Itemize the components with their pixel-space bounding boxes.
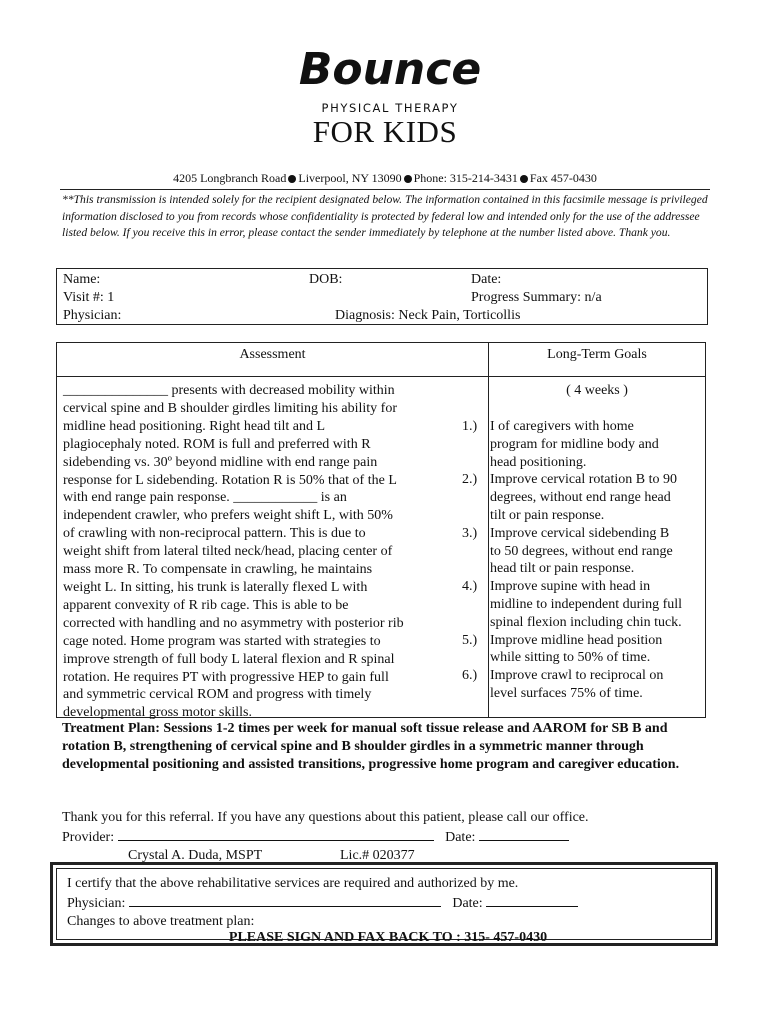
goals-duration: ( 4 weeks ) (566, 383, 628, 398)
logo-subtitle: PHYSICAL THERAPY (321, 101, 459, 115)
goal-text-line: Improve supine with head in (490, 579, 651, 595)
provider-license: Lic.# 020377 (340, 848, 415, 863)
goal-number: 6.) (462, 668, 478, 684)
provider-date-line[interactable] (479, 827, 569, 841)
physician-signature-line[interactable] (129, 893, 441, 907)
date-label: Date: (471, 272, 502, 287)
address-city: Liverpool, NY 13090 (298, 171, 402, 185)
goal-text-line: tilt or pain response. (490, 507, 605, 523)
assessment-line: plagiocephaly noted. ROM is full and preferred with R (63, 436, 371, 452)
assessment-line: corrected with handling and no asymmetry with posterior rib (63, 615, 404, 631)
provider-signature-line[interactable] (118, 827, 434, 841)
certification-text (67, 875, 578, 931)
goal-text-line: Improve crawl to reciprocal on (490, 668, 664, 684)
header-row-divider (57, 376, 705, 377)
clinic-address (0, 170, 770, 186)
assessment-line: weight L. In sitting, his trunk is laterally flexed L with (63, 579, 368, 595)
goal-item (462, 578, 708, 631)
assessment-line: weight shift from lateral tilted neck/head, placing center of (63, 544, 393, 560)
goal-text-line: Improve midline head position (490, 632, 663, 648)
assessment-line: improve strength of full body L lateral flexion and R spinal (63, 651, 395, 667)
assessment-line: rotation. He requires PT with progressive HEP to gain full (63, 669, 389, 685)
physician-signature-label: Physician: (67, 896, 126, 911)
goal-text-line: to 50 degrees, without end range (490, 543, 673, 559)
assessment-goals-table (56, 342, 706, 721)
provider-name: Crystal A. Duda, MSPT (128, 848, 263, 863)
physician-date-line[interactable] (486, 893, 578, 907)
diagnosis-label: Diagnosis: Neck Pain, Torticollis (335, 308, 521, 323)
header-divider (60, 189, 710, 190)
assessment-text (63, 382, 483, 722)
assessment-header: Assessment (239, 347, 306, 362)
visit-label: Visit #: 1 (63, 290, 115, 305)
thanks-text: Thank you for this referral. If you have any questions about this patient, please call our office. (62, 810, 589, 825)
assessment-line: midline head positioning. Right head tilt and L (63, 418, 326, 434)
goal-item (462, 632, 708, 668)
assessment-line: apparent convexity of R rib cage. This is able to be (63, 597, 349, 613)
assessment-line: cage noted. Home program was started with strategies to (63, 633, 381, 649)
physician-signature-row (67, 893, 578, 913)
confidentiality-disclaimer: **This transmission is intended solely for the recipient designated below. The information contained in this facsimile message is privileged information disclosed to you from records whose confidentiality is protected by federal low and intended only for the use of the addressee listed below. If you receive this in error, please contact the sender immediately by telephone at the number listed above. Thank you. (62, 193, 708, 239)
physician-label: Physician: (63, 308, 122, 323)
assessment-line: cervical spine and B shoulder girdles limiting his ability for (63, 400, 397, 416)
provider-date-label: Date: (445, 830, 476, 845)
logo-wordmark: Bounce (298, 44, 482, 95)
assessment-line: mass more R. To compensate in crawling, he maintains (63, 562, 373, 578)
assessment-line: with end range pain response. ____________ is an (63, 490, 347, 506)
assessment-line: and symmetric cervical ROM and progress with timely (63, 687, 372, 703)
assessment-line: response for L sidebending. Rotation R is 50% that of the L (63, 472, 397, 488)
goals-header: Long-Term Goals (547, 347, 647, 362)
assessment-line: independent crawler, who prefers weight shift L, with 50% (63, 508, 393, 524)
patient-info-box (56, 268, 708, 325)
fax-back-instruction: PLEASE SIGN AND FAX BACK TO : 315- 457-0430 (228, 930, 548, 945)
address-phone: Phone: 315-214-3431 (413, 171, 518, 185)
physician-date-label: Date: (452, 896, 483, 911)
goal-text-line: program for midline body and (490, 436, 659, 452)
physician-certification-box (50, 862, 718, 946)
goal-text-line: head tilt or pain response. (490, 561, 635, 577)
goal-text-line: I of caregivers with home (490, 419, 634, 434)
goal-item (462, 418, 708, 471)
goal-number: 2.) (462, 472, 478, 488)
provider-label: Provider: (62, 830, 115, 845)
goals-list (462, 418, 708, 703)
bullet-dot-icon (520, 175, 528, 183)
goal-number: 3.) (462, 525, 478, 541)
company-logo (290, 44, 490, 116)
goal-text-line: Improve cervical sidebending B (490, 525, 670, 541)
assessment-line: developmental gross motor skills. (63, 705, 252, 721)
page-title: FOR KIDS (312, 114, 458, 149)
address-fax: Fax 457-0430 (529, 171, 597, 185)
progress-summary-label: Progress Summary: n/a (471, 290, 602, 305)
goal-number: 4.) (462, 579, 478, 595)
assessment-line: sidebending vs. 30º beyond midline with end range pain (63, 454, 378, 470)
goal-text-line: while sitting to 50% of time. (490, 650, 651, 666)
name-label: Name: (63, 272, 101, 287)
dob-label: DOB: (309, 272, 343, 287)
goal-text-line: head positioning. (490, 454, 587, 470)
certification-statement: I certify that the above rehabilitative services are required and authorized by me. (67, 876, 519, 891)
goal-text-line: midline to independent during full (490, 596, 683, 612)
provider-signature-row (62, 827, 708, 847)
closing-section (62, 809, 708, 863)
assessment-line: of crawling with non-reciprocal pattern. This is due to (63, 526, 366, 542)
certification-inner-border (56, 868, 712, 945)
assessment-line: _______________ presents with decreased mobility within (63, 383, 395, 398)
goal-text-line: Improve cervical rotation B to 90 (490, 472, 677, 488)
changes-label: Changes to above treatment plan: (67, 914, 255, 929)
goal-item (462, 667, 708, 703)
goal-item (462, 525, 708, 578)
bullet-dot-icon (288, 175, 296, 183)
goal-item (462, 471, 708, 524)
bullet-dot-icon (404, 175, 412, 183)
goal-text-line: spinal flexion including chin tuck. (490, 614, 682, 630)
goal-number: 1.) (462, 419, 478, 434)
goal-number: 5.) (462, 632, 478, 648)
treatment-plan: Treatment Plan: Sessions 1-2 times per week for manual soft tissue release and AAROM for SB B and rotation B, strengthening of cervical spine and B shoulder girdles in a symmetric manner through developmental positioning and assisted transitions, progressive home program and caregiver education. (62, 721, 680, 772)
goal-text-line: degrees, without end range head (490, 490, 671, 506)
address-street: 4205 Longbranch Road (173, 171, 287, 185)
goal-text-line: level surfaces 75% of time. (490, 685, 643, 701)
